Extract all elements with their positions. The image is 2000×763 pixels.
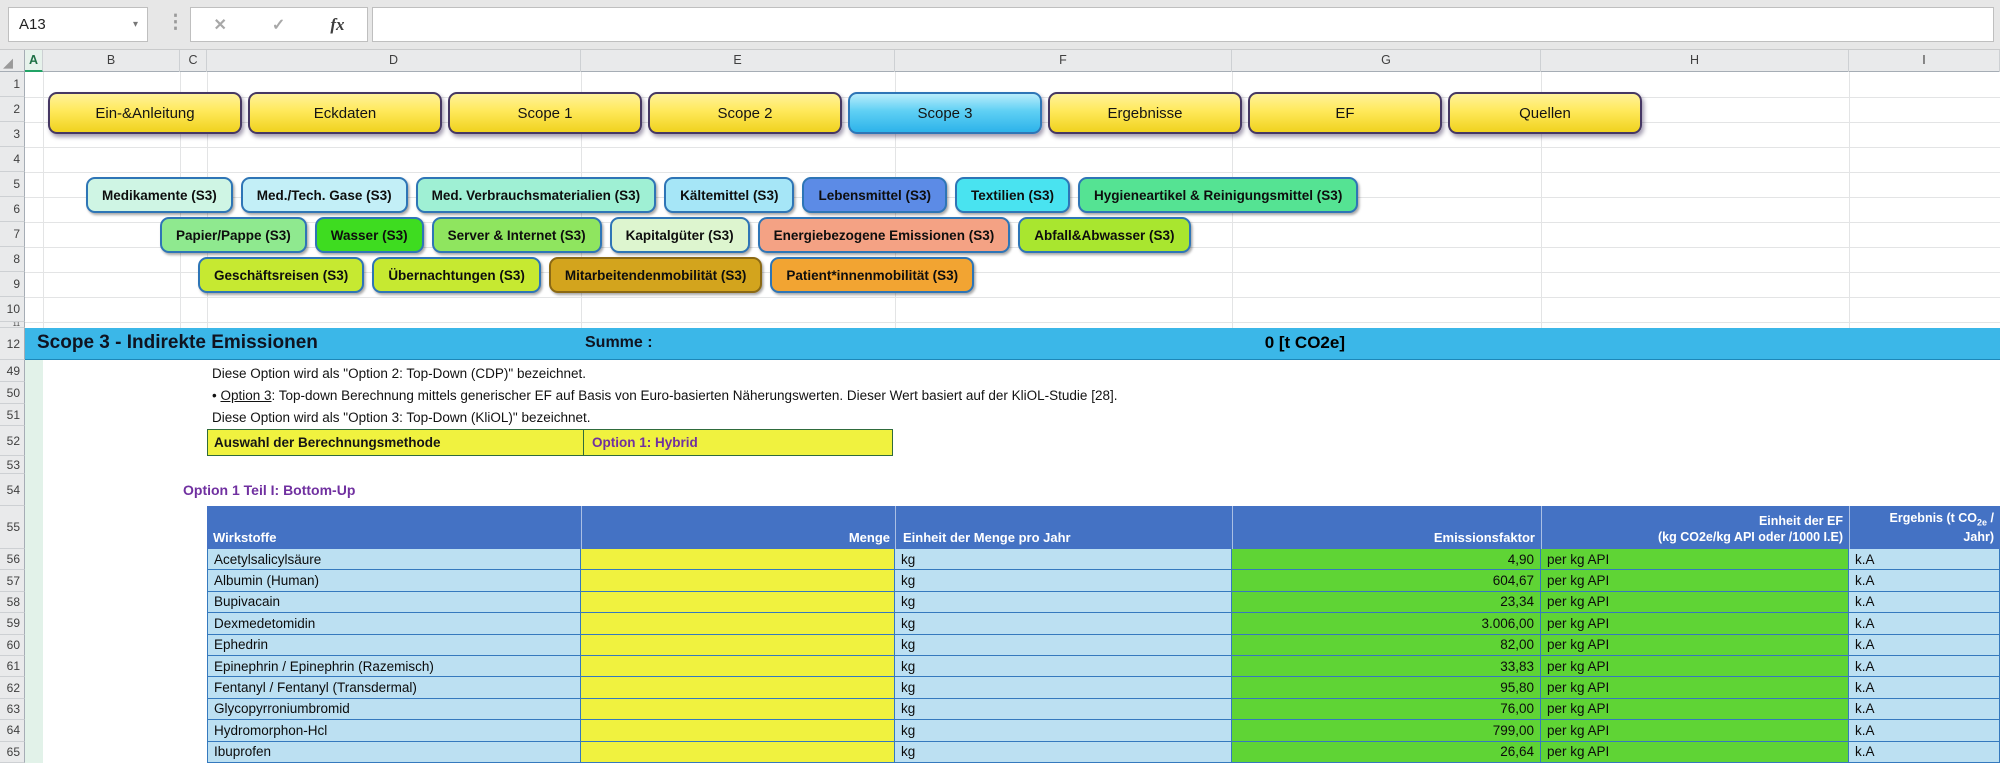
cell-einheit[interactable]: kg [895, 592, 1232, 612]
cell-ergebnis[interactable]: k.A [1849, 656, 2000, 676]
category-kapitalguter-s3[interactable]: Kapitalgüter (S3) [610, 217, 750, 253]
name-box-value: A13 [19, 16, 46, 33]
category-ubernachtungen-s3[interactable]: Übernachtungen (S3) [372, 257, 541, 293]
row-header-2[interactable]: 2 [0, 97, 25, 122]
category-row-1 [86, 177, 1358, 213]
category-patient-innenmobilitat-s3[interactable]: Patient*innenmobilität (S3) [770, 257, 974, 293]
bullet: • [212, 388, 221, 403]
cell-menge[interactable] [581, 677, 895, 697]
row-header-5[interactable]: 5 [0, 172, 25, 197]
cell-menge[interactable] [581, 656, 895, 676]
cell-menge[interactable] [581, 742, 895, 762]
row-header-60[interactable]: 60 [0, 635, 25, 656]
category-row-3 [198, 257, 974, 293]
table-row-ibuprofen [207, 742, 2000, 763]
cell-menge[interactable] [581, 699, 895, 719]
formula-toolbar [0, 0, 2000, 50]
option-text-line-50 [212, 388, 1117, 403]
column-header-E[interactable]: E [581, 50, 895, 72]
category-textilien-s3[interactable]: Textilien (S3) [955, 177, 1070, 213]
category-row-2 [160, 217, 1191, 253]
table-row-fentanyl-fentanyl-transdermal [207, 677, 2000, 698]
cell-einheit_ef[interactable]: per kg API [1541, 635, 1849, 655]
header-divider [895, 506, 896, 549]
row-header-6[interactable]: 6 [0, 197, 25, 222]
column-a-highlight [25, 360, 43, 763]
header-ergebnis: Ergebnis (t $CO_{2e}$ / Jahr) [1889, 510, 1994, 544]
cell-emissionsfaktor[interactable]: 3.006,00 [1232, 613, 1541, 633]
cell-ergebnis[interactable]: k.A [1849, 720, 2000, 740]
row-header-62[interactable]: 62 [0, 677, 25, 698]
table-row-bupivacain [207, 592, 2000, 613]
row-header-50[interactable]: 50 [0, 382, 25, 404]
column-header-H[interactable]: H [1541, 50, 1849, 72]
gridline [1849, 72, 1850, 328]
cell-ergebnis[interactable]: k.A [1849, 635, 2000, 655]
column-header-B[interactable]: B [43, 50, 180, 72]
option-text-line-49: Diese Option wird als "Option 2: Top-Down (CDP)" bezeichnet. [212, 366, 586, 381]
cell-ergebnis[interactable]: k.A [1849, 570, 2000, 590]
tab-ef[interactable]: EF [1248, 92, 1442, 134]
cell-emissionsfaktor[interactable]: 799,00 [1232, 720, 1541, 740]
header-divider [1232, 506, 1233, 549]
row-header-61[interactable]: 61 [0, 656, 25, 677]
header-wirkstoffe: Wirkstoffe [213, 530, 277, 545]
tab-scope-3[interactable]: Scope 3 [848, 92, 1042, 134]
option-text-line-51: Diese Option wird als "Option 3: Top-Down (KliOL)" bezeichnet. [212, 410, 591, 425]
table-row-dexmedetomidin [207, 613, 2000, 634]
gridline [25, 147, 2000, 148]
cell-wirkstoff[interactable]: Ibuprofen [207, 742, 581, 762]
formula-bar-input[interactable] [372, 7, 1994, 42]
cell-emissionsfaktor[interactable]: 95,80 [1232, 677, 1541, 697]
row-header-9[interactable]: 9 [0, 272, 25, 297]
header-einheit-ef: Einheit der EF (kg CO2e/kg API oder /1000 I.E) [1657, 513, 1843, 544]
cell-menge[interactable] [581, 592, 895, 612]
category-geschaftsreisen-s3[interactable]: Geschäftsreisen (S3) [198, 257, 364, 293]
gridline [25, 322, 2000, 323]
category-medikamente-s3[interactable]: Medikamente (S3) [86, 177, 233, 213]
cell-wirkstoff[interactable]: Glycopyrroniumbromid [207, 699, 581, 719]
section-header-band [25, 328, 2000, 360]
cell-ergebnis[interactable]: k.A [1849, 699, 2000, 719]
cell-einheit[interactable]: kg [895, 677, 1232, 697]
tab-eckdaten[interactable]: Eckdaten [248, 92, 442, 134]
option3-underlined: Option 3 [220, 388, 272, 403]
cell-wirkstoff[interactable]: Fentanyl / Fentanyl (Transdermal) [207, 677, 581, 697]
cell-menge[interactable] [581, 613, 895, 633]
summe-label: Summe : [585, 334, 653, 351]
cell-emissionsfaktor[interactable]: 26,64 [1232, 742, 1541, 762]
cell-wirkstoff[interactable]: Dexmedetomidin [207, 613, 581, 633]
tab-scope-1[interactable]: Scope 1 [448, 92, 642, 134]
cell-einheit[interactable]: kg [895, 613, 1232, 633]
cell-menge[interactable] [581, 570, 895, 590]
row-header-11[interactable]: 11 [0, 322, 25, 328]
row-header-10[interactable]: 10 [0, 297, 25, 322]
gridline [25, 172, 2000, 173]
category-papier-pappe-s3[interactable]: Papier/Pappe (S3) [160, 217, 307, 253]
row-header-12[interactable]: 12 [0, 328, 25, 360]
method-selector [207, 429, 893, 456]
row-header-57[interactable]: 57 [0, 570, 25, 591]
row-header-54[interactable]: 54 [0, 474, 25, 506]
cell-einheit_ef[interactable]: per kg API [1541, 742, 1849, 762]
category-med-verbrauchsmaterialien-s3[interactable]: Med. Verbrauchsmaterialien (S3) [416, 177, 657, 213]
summe-value: 0 [t CO2e] [1264, 333, 1345, 352]
row-header-64[interactable]: 64 [0, 720, 25, 741]
row-header-49[interactable]: 49 [0, 360, 25, 382]
cell-wirkstoff[interactable]: Bupivacain [207, 592, 581, 612]
header-menge: Menge [848, 530, 890, 545]
cell-wirkstoff[interactable]: Epinephrin / Epinephrin (Razemisch) [207, 656, 581, 676]
cell-einheit_ef[interactable]: per kg API [1541, 656, 1849, 676]
section-title: Scope 3 - Indirekte Emissionen [37, 332, 318, 353]
category-server-internet-s3[interactable]: Server & Internet (S3) [432, 217, 602, 253]
header-divider [1541, 506, 1542, 549]
cell-menge[interactable] [581, 549, 895, 569]
column-header-C[interactable]: C [180, 50, 207, 72]
method-selector-value[interactable]: Option 1: Hybrid [592, 435, 698, 450]
cell-ergebnis[interactable]: k.A [1849, 677, 2000, 697]
row-header-7[interactable]: 7 [0, 222, 25, 247]
cell-emissionsfaktor[interactable]: 33,83 [1232, 656, 1541, 676]
table-row-albumin-human [207, 570, 2000, 591]
option3-rest: : Top-down Berechnung mittels generischer EF auf Basis von Euro-basierten Näherungswerten. Dieser Wert basiert auf der KliOL-Studie [28]. [271, 388, 1118, 403]
method-selector-label: Auswahl der Berechnungsmethode [208, 430, 584, 455]
main-tab-row [48, 92, 1642, 134]
tab-scope-2[interactable]: Scope 2 [648, 92, 842, 134]
cell-menge[interactable] [581, 720, 895, 740]
enter-icon[interactable]: ✓ [271, 16, 286, 34]
row-header-3[interactable]: 3 [0, 122, 25, 147]
column-header-I[interactable]: I [1849, 50, 2000, 72]
cell-emissionsfaktor[interactable]: 604,67 [1232, 570, 1541, 590]
column-header-F[interactable]: F [895, 50, 1232, 72]
cell-wirkstoff[interactable]: Ephedrin [207, 635, 581, 655]
category-med-tech-gase-s3[interactable]: Med./Tech. Gase (S3) [241, 177, 408, 213]
cell-wirkstoff[interactable]: Hydromorphon-Hcl [207, 720, 581, 740]
formula-buttons [190, 7, 368, 42]
cell-ergebnis[interactable]: k.A [1849, 549, 2000, 569]
tab-quellen[interactable]: Quellen [1448, 92, 1642, 134]
cell-einheit[interactable]: kg [895, 635, 1232, 655]
table-row-hydromorphon-hcl [207, 720, 2000, 741]
cell-einheit[interactable]: kg [895, 656, 1232, 676]
category-kaltemittel-s3[interactable]: Kältemittel (S3) [664, 177, 794, 213]
cell-einheit_ef[interactable]: per kg API [1541, 720, 1849, 740]
tab-ergebnisse[interactable]: Ergebnisse [1048, 92, 1242, 134]
grip-icon: ⋮ [166, 12, 185, 33]
cell-einheit[interactable]: kg [895, 742, 1232, 762]
select-all-corner[interactable]: ◢ [0, 50, 25, 72]
cell-einheit_ef[interactable]: per kg API [1541, 570, 1849, 590]
table-header-row [207, 506, 2000, 549]
cell-emissionsfaktor[interactable]: 76,00 [1232, 699, 1541, 719]
row-header-63[interactable]: 63 [0, 699, 25, 720]
column-header-G[interactable]: G [1232, 50, 1541, 72]
cell-einheit_ef[interactable]: per kg API [1541, 613, 1849, 633]
row-header-58[interactable]: 58 [0, 592, 25, 613]
row-header-8[interactable]: 8 [0, 247, 25, 272]
category-energiebezogene-emissionen-s3[interactable]: Energiebezogene Emissionen (S3) [758, 217, 1011, 253]
table-row-glycopyrroniumbromid [207, 699, 2000, 720]
header-emissionsfaktor: Emissionsfaktor [1433, 530, 1535, 545]
header-divider [581, 506, 582, 549]
table-row-epinephrin-epinephrin-razemisch [207, 656, 2000, 677]
table-row-ephedrin [207, 635, 2000, 656]
name-box[interactable] [8, 7, 148, 42]
cell-einheit[interactable]: kg [895, 699, 1232, 719]
column-headers [0, 50, 2000, 72]
cell-ergebnis[interactable]: k.A [1849, 592, 2000, 612]
table-row-acetylsalicylsaure [207, 549, 2000, 570]
row-header-65[interactable]: 65 [0, 742, 25, 763]
cell-einheit_ef[interactable]: per kg API [1541, 677, 1849, 697]
row-header-1[interactable]: 1 [0, 72, 25, 97]
cell-einheit[interactable]: kg [895, 720, 1232, 740]
cell-ergebnis[interactable]: k.A [1849, 742, 2000, 762]
cell-emissionsfaktor[interactable]: 4,90 [1232, 549, 1541, 569]
cell-einheit[interactable]: kg [895, 549, 1232, 569]
cell-menge[interactable] [581, 635, 895, 655]
cell-einheit_ef[interactable]: per kg API [1541, 592, 1849, 612]
row-header-59[interactable]: 59 [0, 613, 25, 634]
gridline [43, 72, 44, 328]
cell-wirkstoff[interactable]: Acetylsalicylsäure [207, 549, 581, 569]
row-header-53[interactable]: 53 [0, 456, 25, 474]
cell-einheit_ef[interactable]: per kg API [1541, 699, 1849, 719]
option1-section-title: Option 1 Teil I: Bottom-Up [183, 482, 356, 498]
row-header-55[interactable]: 55 [0, 506, 25, 549]
column-header-A[interactable]: A [25, 50, 43, 72]
insert-function-icon[interactable]: fx [330, 14, 345, 34]
column-header-D[interactable]: D [207, 50, 581, 72]
category-abfall-abwasser-s3[interactable]: Abfall&Abwasser (S3) [1018, 217, 1190, 253]
cell-ergebnis[interactable]: k.A [1849, 613, 2000, 633]
row-header-4[interactable]: 4 [0, 147, 25, 172]
chevron-down-icon[interactable]: ▾ [132, 19, 138, 30]
row-header-52[interactable]: 52 [0, 426, 25, 456]
cell-emissionsfaktor[interactable]: 23,34 [1232, 592, 1541, 612]
category-lebensmittel-s3[interactable]: Lebensmittel (S3) [802, 177, 947, 213]
cell-emissionsfaktor[interactable]: 82,00 [1232, 635, 1541, 655]
category-mitarbeitendenmobilitat-s3[interactable]: Mitarbeitendenmobilität (S3) [549, 257, 763, 293]
tab-ein-anleitung[interactable]: Ein-&Anleitung [48, 92, 242, 134]
cell-wirkstoff[interactable]: Albumin (Human) [207, 570, 581, 590]
row-header-56[interactable]: 56 [0, 549, 25, 570]
header-divider [1849, 506, 1850, 549]
category-hygieneartikel-reinigungsmittel-s3[interactable]: Hygieneartikel & Reinigungsmittel (S3) [1078, 177, 1358, 213]
cancel-icon[interactable]: ✕ [213, 16, 227, 34]
cell-einheit[interactable]: kg [895, 570, 1232, 590]
row-header-51[interactable]: 51 [0, 404, 25, 426]
gridline [25, 297, 2000, 298]
cell-einheit_ef[interactable]: per kg API [1541, 549, 1849, 569]
category-wasser-s3[interactable]: Wasser (S3) [315, 217, 424, 253]
header-einheit-menge: Einheit der Menge pro Jahr [903, 530, 1071, 545]
